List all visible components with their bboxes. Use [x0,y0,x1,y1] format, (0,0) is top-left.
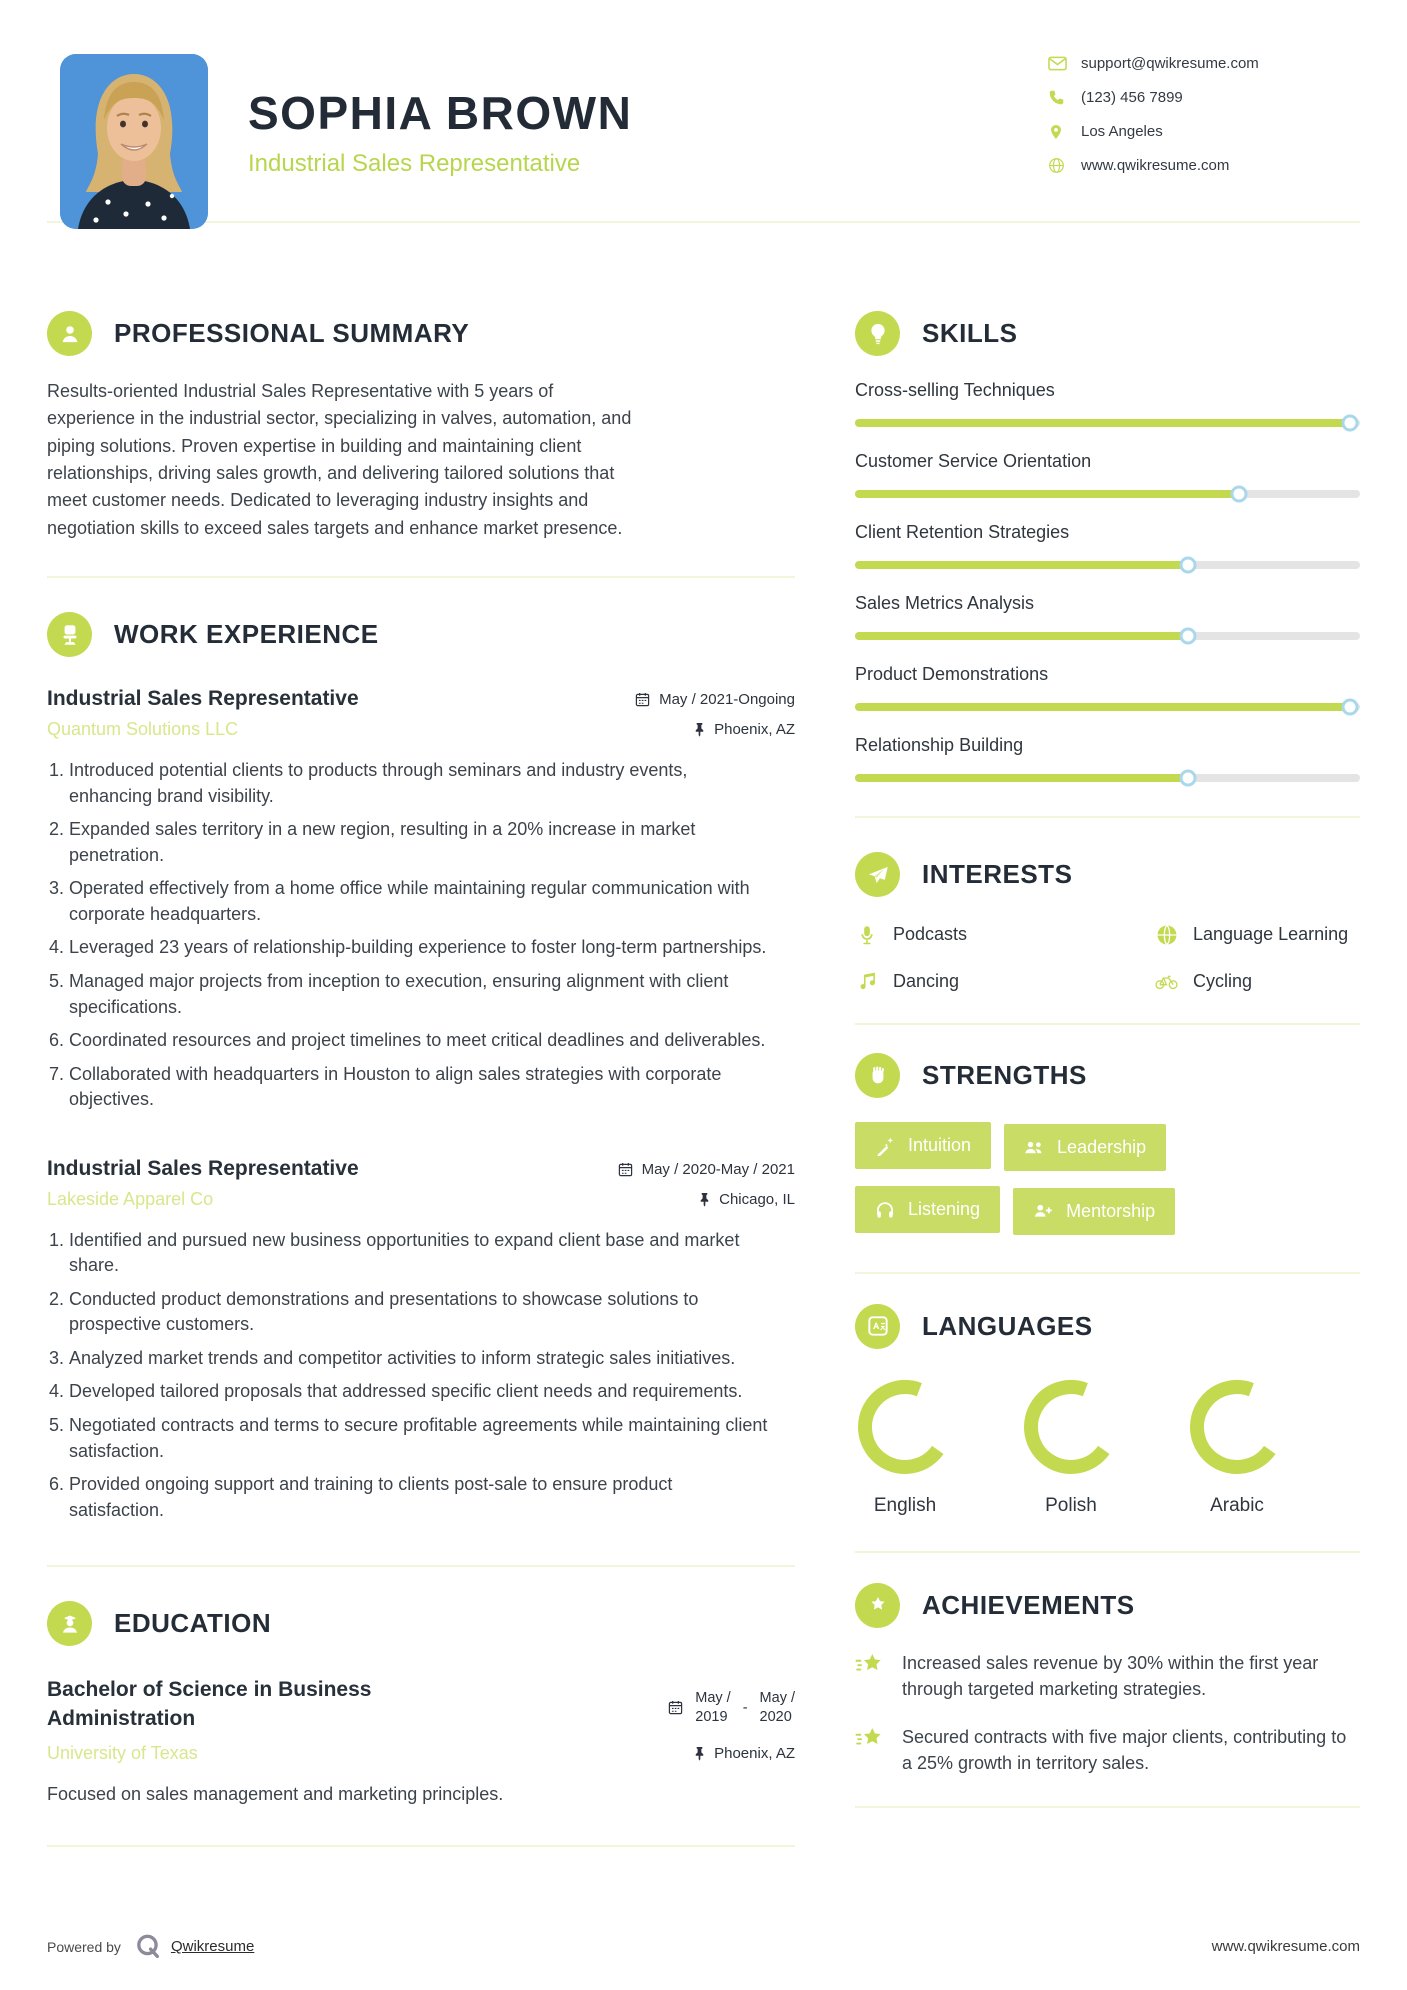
language-label: English [873,1494,937,1516]
pushpin-icon [697,1192,712,1207]
strength-label: Intuition [908,1135,972,1155]
right-divider-4 [855,1551,1360,1553]
job-bullet: 3. Analyzed market trends and competitor activities to inform strategic sales initiatives. [69,1346,769,1372]
work-section-header [47,612,795,657]
summary-text: Results-oriented Industrial Sales Representative with 5 years of experience in the industrial sector, specializing in valves, automation, and piping solutions. Proven expertise in building and maintaining client relationships, driving sales growth, and delivering tailored solutions that meet customer needs. Dedicated to leveraging industry insights and negotiation skills to exceed sales targets and enhance market presence. [47,381,632,538]
achievements-section-header [855,1583,1360,1628]
user-plus-icon [1033,1201,1053,1221]
education-date-separator: - [742,1699,748,1716]
contact-email-text[interactable]: support@qwikresume.com [1081,55,1259,72]
medal-star-icon [855,1583,900,1628]
location-pin-icon [1048,122,1067,141]
job-date-text: May / 2020-May / 2021 [641,1160,795,1178]
achievement-text: Secured contracts with five major clients, contributing to a 25% growth in territory sales. [902,1726,1347,1773]
summary-section-header [47,311,795,356]
strengths-heading: STRENGTHS [922,1060,1087,1090]
skill-label: Product Demonstrations [855,664,1049,684]
degree-title: Bachelor of Science in Business Administration [47,1678,372,1730]
skill-item [855,593,1360,640]
summary-heading: PROFESSIONAL SUMMARY [114,318,470,348]
strength-badges [855,1122,1360,1250]
education-date-start: May / 2019 [695,1690,731,1725]
job-bullet: 1. Introduced potential clients to products through seminars and industry events, enhancing brand visibility. [69,758,769,809]
job-bullet: 6. Provided ongoing support and training to clients post-sale to ensure product satisfaction. [69,1472,769,1523]
education-date-end: May / 2020 [759,1690,795,1725]
interests-heading: INTERESTS [922,859,1073,889]
contact-phone [1048,88,1360,107]
education-location [692,1745,795,1762]
qwikresume-logo-icon [135,1933,162,1960]
shooting-star-icon [855,1652,885,1678]
job-bullet-list [69,1228,795,1523]
skill-handle[interactable] [1230,486,1247,503]
contact-website [1048,156,1360,175]
contact-website-text[interactable]: www.qwikresume.com [1081,157,1230,174]
pushpin-icon [692,1746,707,1761]
contact-email [1048,54,1360,73]
calendar-icon [618,1162,633,1177]
user-icon [47,311,92,356]
contact-phone-text: (123) 456 7899 [1081,89,1183,106]
skill-label: Sales Metrics Analysis [855,593,1035,613]
job-title: Industrial Sales Representative [47,1156,359,1180]
skill-handle[interactable] [1180,770,1197,787]
contact-block [1048,54,1360,229]
skills-heading: SKILLS [922,318,1018,348]
language-item [1021,1377,1187,1517]
job-date-text: May / 2021-Ongoing [659,691,795,709]
skill-fill [855,632,1188,640]
interest-item [855,923,1155,946]
achievement-item [855,1724,1360,1776]
skill-slider[interactable] [855,419,1360,427]
strength-label: Listening [908,1199,981,1220]
skill-label: Client Retention Strategies [855,522,1070,542]
left-divider-2 [47,1565,795,1567]
skill-item [855,735,1360,782]
phone-icon [1048,88,1067,107]
strength-label: Mentorship [1066,1200,1156,1221]
job-bullet: 2. Expanded sales territory in a new region, resulting in a 20% increase in market penetration. [69,817,769,868]
magic-wand-icon [875,1136,895,1156]
strength-badge [855,1122,991,1169]
skill-label: Cross-selling Techniques [855,380,1055,400]
language-item [1187,1377,1353,1517]
skill-handle[interactable] [1341,699,1358,716]
skill-item [855,522,1360,569]
skill-item [855,664,1360,711]
bicycle-icon [1155,970,1178,993]
header [47,0,1360,229]
strength-badge [855,1186,1000,1233]
skill-handle[interactable] [1341,415,1358,432]
calendar-icon [668,1700,683,1715]
skill-slider[interactable] [855,490,1360,498]
skills-section-header [855,311,1360,356]
fist-icon [855,1053,900,1098]
job-bullet: 1. Identified and pursued new business opportunities to expand client base and market share. [69,1228,769,1279]
job-bullet-list [69,758,795,1113]
calendar-icon [635,692,650,707]
skill-item [855,451,1360,498]
headphones-icon [875,1200,895,1220]
job-date [635,687,795,708]
skill-fill [855,419,1350,427]
interest-label: Language Learning [1193,924,1349,944]
globe-icon [1155,923,1178,946]
users-icon [1024,1138,1044,1158]
paper-plane-icon [855,852,900,897]
person-name: SOPHIA BROWN [248,87,633,139]
language-ring [855,1377,955,1477]
language-ring [1187,1377,1287,1477]
person-title: Industrial Sales Representative [248,150,581,177]
office-chair-icon [47,612,92,657]
right-divider-2 [855,1023,1360,1025]
right-divider-3 [855,1272,1360,1274]
work-heading: WORK EXPERIENCE [114,619,379,650]
job-bullet: 2. Conducted product demonstrations and presentations to showcase solutions to prospective customers. [69,1287,769,1338]
microphone-icon [855,923,878,946]
education-description: Focused on sales management and marketing principles. [47,1783,504,1804]
job-entry [47,1157,795,1523]
skill-slider[interactable] [855,703,1360,711]
school-name: University of Texas [47,1742,198,1763]
graduate-icon [47,1601,92,1646]
skill-slider[interactable] [855,632,1360,640]
skill-handle[interactable] [1180,628,1197,645]
skill-fill [855,703,1350,711]
skill-label: Customer Service Orientation [855,451,1092,471]
skill-item [855,380,1360,427]
right-divider-1 [855,816,1360,818]
job-bullet: 4. Leveraged 23 years of relationship-building experience to foster long-term partnerships. [69,935,769,961]
education-heading: EDUCATION [114,1608,272,1639]
education-location-text: Phoenix, AZ [714,1744,795,1762]
skill-fill [855,561,1188,569]
contact-location [1048,122,1360,141]
language-ring [1021,1377,1121,1477]
right-column [855,311,1360,1847]
education-entry [47,1676,795,1805]
globe-icon [1048,156,1067,175]
footer [47,1933,1360,1960]
contact-location-text: Los Angeles [1081,123,1163,140]
main-columns [47,311,1360,1847]
education-section-header [47,1601,795,1646]
skill-label: Relationship Building [855,735,1024,755]
language-label: Polish [1045,1494,1097,1516]
skill-slider[interactable] [855,561,1360,569]
job-location-text: Chicago, IL [719,1190,795,1208]
job-title: Industrial Sales Representative [47,687,359,711]
left-divider-3 [47,1845,795,1847]
shooting-star-icon [855,1726,885,1752]
company-name: Quantum Solutions LLC [47,719,239,740]
powered-by-label: Powered by [47,1938,121,1955]
strength-label: Leadership [1057,1137,1147,1158]
interest-item [1155,923,1360,946]
job-location-text: Phoenix, AZ [714,721,795,739]
interests-section-header [855,852,1360,897]
interest-label: Podcasts [893,924,968,944]
strength-badge [1013,1188,1175,1235]
profile-photo [60,54,208,229]
job-bullet: 3. Operated effectively from a home office while maintaining regular communication with corporate headquarters. [69,876,769,927]
job-location [692,721,795,738]
strength-badge [1004,1124,1166,1171]
left-divider-1 [47,576,795,578]
job-date [618,1157,795,1178]
lightbulb-icon [855,311,900,356]
interest-label: Dancing [893,971,960,991]
translate-icon [855,1304,900,1349]
skill-handle[interactable] [1180,557,1197,574]
job-entry [47,687,795,1113]
interest-label: Cycling [1193,971,1253,991]
company-name: Lakeside Apparel Co [47,1188,214,1209]
achievement-text: Increased sales revenue by 30% within the first year through targeted marketing strategies. [902,1652,1319,1699]
strengths-section-header [855,1053,1360,1098]
header-identity [248,54,632,229]
job-bullet: 5. Negotiated contracts and terms to secure profitable agreements while maintaining client satisfaction. [69,1413,769,1464]
interest-item [855,970,1155,993]
languages-heading: LANGUAGES [922,1310,1093,1341]
left-column [47,311,795,1847]
achievements-heading: ACHIEVEMENTS [922,1589,1135,1620]
job-bullet: 5. Managed major projects from inception to execution, ensuring alignment with client specifications. [69,969,769,1020]
music-note-icon [855,970,878,993]
envelope-icon [1048,54,1067,73]
job-bullet: 7. Collaborated with headquarters in Houston to align sales strategies with corporate objectives. [69,1062,769,1113]
achievement-item [855,1650,1360,1702]
profile-photo-illustration [60,54,208,229]
interest-item [1155,970,1360,993]
interests-grid [855,923,1360,993]
footer-website[interactable]: www.qwikresume.com [1211,1938,1360,1955]
language-item [855,1377,1021,1517]
pushpin-icon [692,722,707,737]
qwikresume-link[interactable]: Qwikresume [170,1938,255,1955]
skill-slider[interactable] [855,774,1360,782]
languages-section-header [855,1304,1360,1349]
job-bullet: 4. Developed tailored proposals that addressed specific client needs and requirements. [69,1379,769,1405]
education-date [668,1676,795,1733]
job-bullet: 6. Coordinated resources and project timelines to meet critical deadlines and deliverables. [69,1028,769,1054]
right-divider-5 [855,1806,1360,1808]
skill-fill [855,490,1239,498]
job-location [697,1191,795,1208]
skill-fill [855,774,1188,782]
language-label: Arabic [1210,1494,1264,1516]
languages-list [855,1377,1360,1517]
